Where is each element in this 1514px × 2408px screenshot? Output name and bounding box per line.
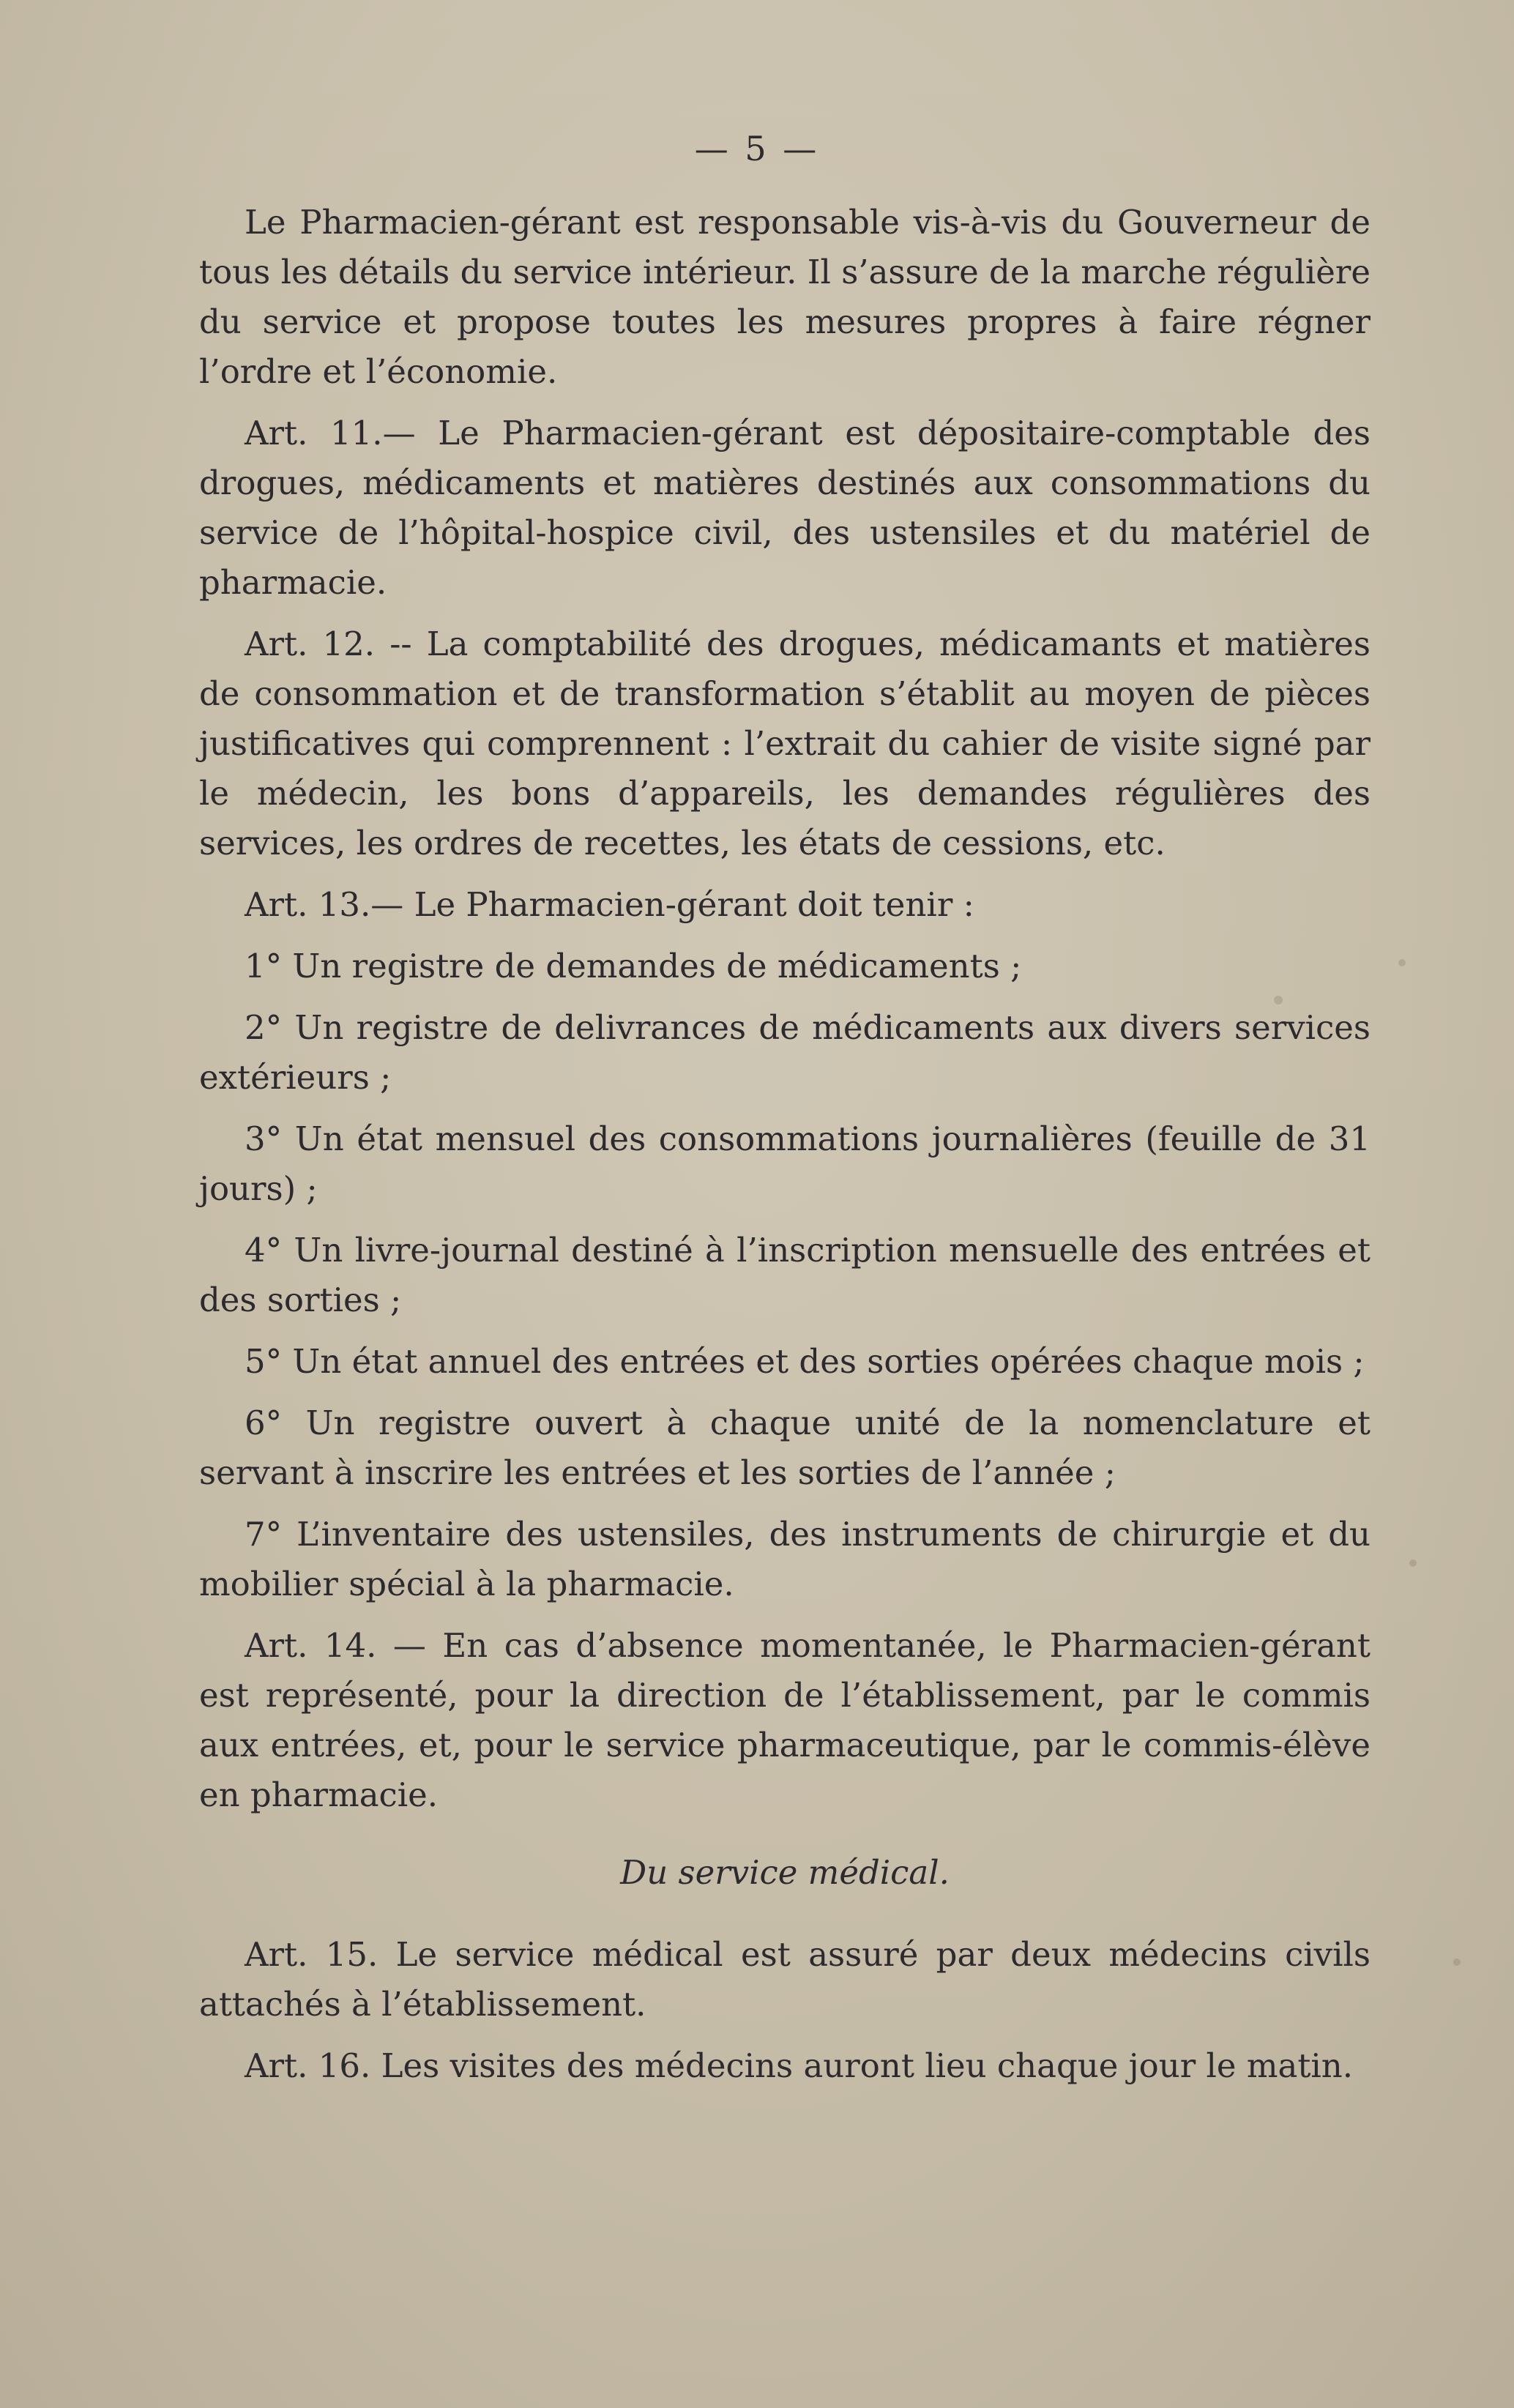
list-item: 2° Un registre de delivrances de médicaments aux divers services extérieurs ; xyxy=(199,1008,1371,1097)
paragraph-art-11: Art. 11.— Le Pharmacien-gérant est dépositaire-comptable des drogues, médicaments et matières destinés aux consommations du service de l’hôpital-hospice civil, des ustensiles et du matériel de pharmacie. xyxy=(199,414,1371,602)
paragraph-art-14: Art. 14. — En cas d’absence momentanée, le Pharmacien-gérant est représenté, pour la direction de l’établissement, par le commis aux entrées, et, pour le service pharmaceutique, par le commis-élève en pharmacie. xyxy=(199,1626,1371,1814)
list-item: 1° Un registre de demandes de médicaments ; xyxy=(245,947,1022,985)
list-item: 6° Un registre ouvert à chaque unité de la nomenclature et servant à inscrire les entrées et les sorties de l’année ; xyxy=(199,1404,1371,1492)
ink-speck xyxy=(1398,959,1406,966)
ink-speck xyxy=(1453,1958,1461,1966)
list-item: 5° Un état annuel des entrées et des sorties opérées chaque mois ; xyxy=(245,1342,1365,1381)
paragraph-art-13: Art. 13.— Le Pharmacien-gérant doit tenir : xyxy=(245,885,974,924)
ink-speck xyxy=(1409,1559,1417,1567)
paragraph-art-15: Art. 15. Le service médical est assuré par deux médecins civils attachés à l’établissement. xyxy=(199,1935,1371,2024)
paragraph-intro: Le Pharmacien-gérant est responsable vis-à-vis du Gouverneur de tous les détails du service intérieur. Il s’assure de la marche régulière du service et propose toutes les mesures propres à faire régner l’ordre et l’économie. xyxy=(199,203,1371,391)
section-heading: Du service médical. xyxy=(620,1853,950,1892)
list-item: 7° L’inventaire des ustensiles, des instruments de chirurgie et du mobilier spécial à la pharmacie. xyxy=(199,1515,1371,1603)
list-item: 3° Un état mensuel des consommations journalières (feuille de 31 jours) ; xyxy=(199,1119,1371,1208)
list-item: 4° Un livre-journal destiné à l’inscription mensuelle des entrées et des sorties ; xyxy=(199,1231,1371,1319)
paragraph-art-16: Art. 16. Les visites des médecins auront lieu chaque jour le matin. xyxy=(245,2046,1354,2085)
page-number: — 5 — xyxy=(694,129,820,168)
body-text xyxy=(199,198,1371,2098)
paragraph-art-12: Art. 12. -- La comptabilité des drogues, médicamants et matières de consommation et de transformation s’établit au moyen de pièces justificatives qui comprennent : l’extrait du cahier de visite signé par le médecin, les bons d’appareils, les demandes régulières des services, les ordres de recettes, les états de cessions, etc. xyxy=(199,625,1371,862)
